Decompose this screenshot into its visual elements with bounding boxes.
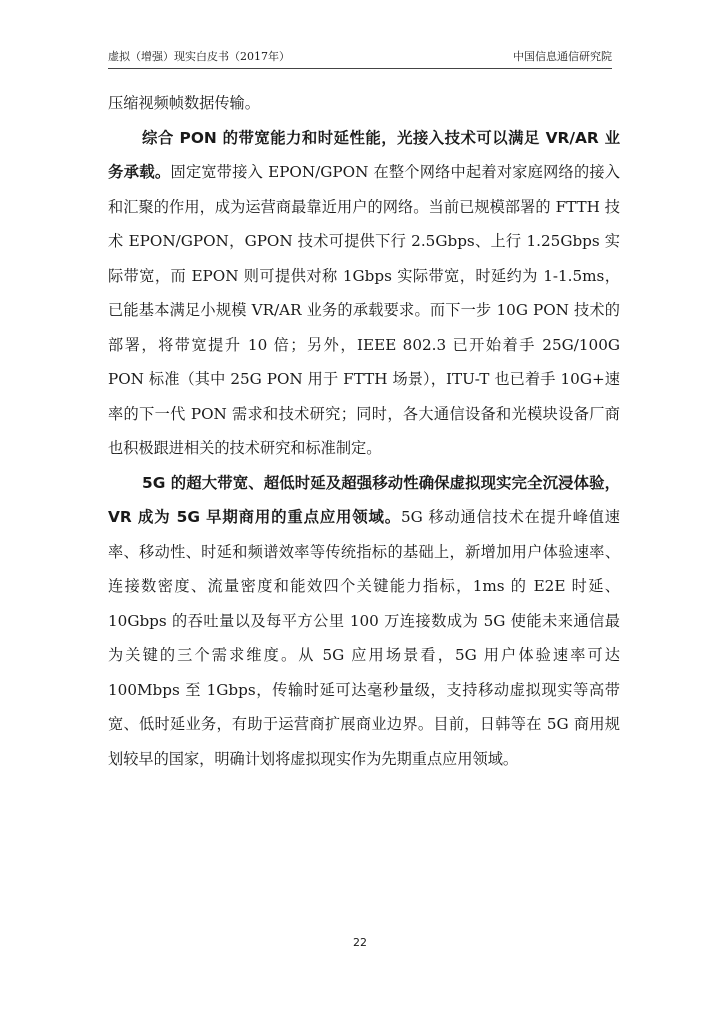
page-header <box>108 48 612 69</box>
paragraph-lead-bold: 综合 PON 的带宽能力和时延性能，光接入技术可以满足 VR/AR 业务承载。 <box>108 128 620 181</box>
paragraph-text: 压缩视频帧数据传输。 <box>108 94 260 112</box>
paragraph-5g <box>108 466 620 777</box>
paragraph-continuation <box>108 86 620 121</box>
paragraph-pon <box>108 121 620 466</box>
header-organization: 中国信息通信研究院 <box>513 50 612 63</box>
header-document-title: 虚拟（增强）现实白皮书（2017年） <box>108 50 290 63</box>
page-number: 22 <box>353 936 367 949</box>
paragraph-lead-bold: 5G 的超大带宽、超低时延及超强移动性确保虚拟现实完全沉浸体验，VR 成为 5G 早期商用的重点应用领域。 <box>108 473 620 526</box>
document-body <box>108 86 620 776</box>
paragraph-text: 5G 移动通信技术在提升峰值速率、移动性、时延和频谱效率等传统指标的基础上，新增加用户体验速率、连接数密度、流量密度和能效四个关键能力指标，1ms 的 E2E 时延、10Gbps 的吞吐量以及每平方公里 100 万连接数成为 5G 使能未来通信最为关键的三个需求维度。从 5G 应用场景看，5G 用户体验速率可达 100Mbps 至 1Gbps，传输时延可达毫秒量级，支持移动虚拟现实等高带宽、低时延业务，有助于运营商扩展商业边界。目前，日韩等在 5G 商用规划较早的国家，明确计划将虚拟现实作为先期重点应用领域。 <box>108 508 620 768</box>
paragraph-text: 固定宽带接入 EPON/GPON 在整个网络中起着对家庭网络的接入和汇聚的作用，成为运营商最靠近用户的网络。当前已规模部署的 FTTH 技术 EPON/GPON，GPON 技术可提供下行 2.5Gbps、上行 1.25Gbps 实际带宽，而 EPON 则可提供对称 1Gbps 实际带宽，时延约为 1-1.5ms，已能基本满足小规模 VR/AR 业务的承载要求。而下一步 10G PON 技术的部署，将带宽提升 10 倍；另外，IEEE 802.3 已开始着手 25G/100G PON 标准（其中 25G PON 用于 FTTH 场景），ITU-T 也已着手 10G+速率的下一代 PON 需求和技术研究；同时，各大通信设备和光模块设备厂商也积极跟进相关的技术研究和标准制定。 <box>108 163 620 457</box>
